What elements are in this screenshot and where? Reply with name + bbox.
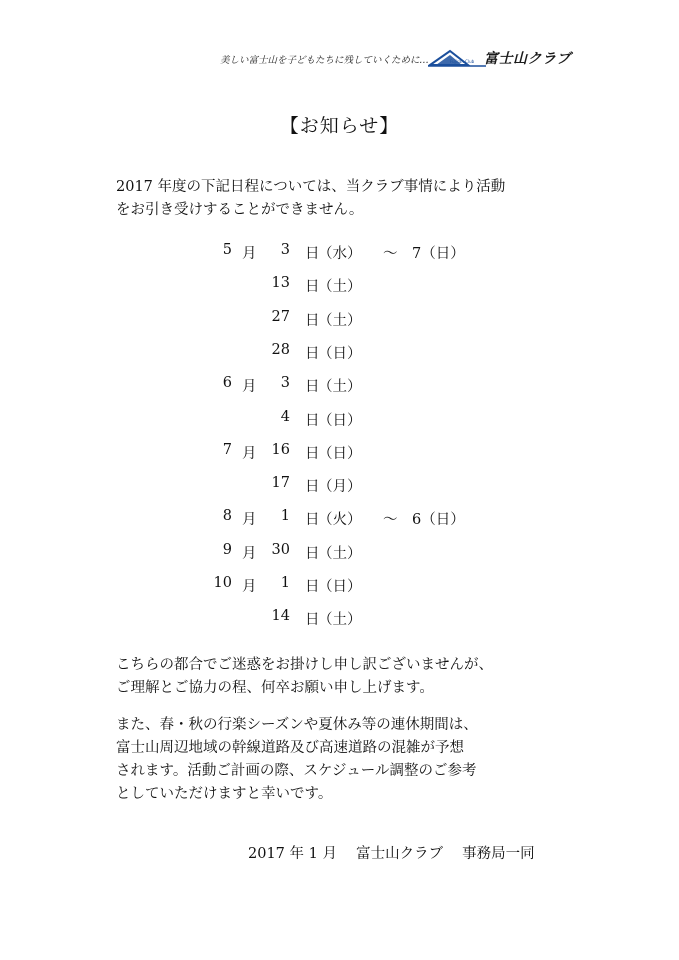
notice-line: としていただけますと幸いです。 xyxy=(116,786,333,802)
schedule-weekday: （土） xyxy=(318,312,362,329)
schedule-row xyxy=(0,275,679,295)
schedule-day-unit: 日 xyxy=(305,379,320,396)
schedule-day: 3 xyxy=(280,242,290,258)
mountain-logo-icon xyxy=(428,48,488,68)
notice-line: また、春・秋の行楽シーズンや夏休み等の連休期間は、 xyxy=(116,717,478,733)
schedule-weekday: （日） xyxy=(318,579,362,595)
schedule-day: 16 xyxy=(271,441,290,458)
schedule-day-unit: 日 xyxy=(305,345,320,362)
schedule-row xyxy=(0,409,679,429)
schedule-month: 6 xyxy=(222,375,232,392)
schedule-month: 5 xyxy=(222,242,232,258)
schedule-row xyxy=(0,542,679,562)
schedule-day-unit: 日 xyxy=(305,612,320,629)
schedule-day-unit: 日 xyxy=(305,246,320,262)
schedule-month-unit: 月 xyxy=(242,246,257,262)
schedule-range: ～ 6（日） xyxy=(383,512,465,529)
schedule-row xyxy=(0,309,679,329)
intro-line: をお引き受けすることができません。 xyxy=(116,202,364,218)
schedule-row xyxy=(0,608,679,628)
schedule-row xyxy=(0,242,679,262)
schedule-day: 27 xyxy=(271,308,290,325)
schedule-day: 4 xyxy=(280,408,290,425)
intro-line: 2017 年度の下記日程については、当クラブ事情により活動 xyxy=(116,179,506,195)
schedule-weekday: （日） xyxy=(318,445,362,462)
schedule-month-unit: 月 xyxy=(242,579,257,595)
tagline: 美しい富士山を子どもたちに残していくために… xyxy=(220,55,430,66)
schedule-weekday: （土） xyxy=(318,612,362,629)
signature: 2017 年 1 月 富士山クラブ 事務局一同 xyxy=(248,846,535,862)
schedule-weekday: （土） xyxy=(318,279,362,296)
schedule-range: ～ 7（日） xyxy=(383,246,465,262)
schedule-day: 3 xyxy=(280,375,290,392)
schedule-weekday: （土） xyxy=(318,379,362,396)
schedule-day: 14 xyxy=(271,608,290,625)
apology-line: ご理解とご協力の程、何卒お願い申し上げます。 xyxy=(116,680,434,696)
schedule-row xyxy=(0,442,679,462)
logo-text: 富士山クラブ xyxy=(484,51,571,67)
schedule-weekday: （月） xyxy=(318,479,362,496)
schedule-day: 30 xyxy=(271,541,290,558)
schedule-row xyxy=(0,475,679,495)
schedule-day-unit: 日 xyxy=(305,479,320,496)
notice-line: 富士山周辺地域の幹線道路及び高速道路の混雑が予想 xyxy=(116,740,464,756)
schedule-day-unit: 日 xyxy=(305,412,320,429)
letterhead xyxy=(220,48,580,70)
schedule-month: 8 xyxy=(222,508,232,525)
schedule-weekday: （日） xyxy=(318,412,362,429)
schedule-day-unit: 日 xyxy=(305,545,320,562)
schedule-day: 1 xyxy=(280,575,290,591)
schedule-weekday: （土） xyxy=(318,545,362,562)
schedule-row xyxy=(0,375,679,395)
notice-paragraph xyxy=(116,714,596,806)
schedule-day: 17 xyxy=(271,475,290,492)
schedule-weekday: （火） xyxy=(318,512,362,529)
apology-line: こちらの都合でご迷惑をお掛けし申し訳ございませんが、 xyxy=(116,657,493,673)
schedule-day: 13 xyxy=(271,275,290,292)
schedule-day-unit: 日 xyxy=(305,312,320,329)
schedule-row xyxy=(0,508,679,528)
schedule-month-unit: 月 xyxy=(242,512,257,529)
apology-paragraph xyxy=(116,654,596,700)
schedule-day-unit: 日 xyxy=(305,579,320,595)
page-title: 【お知らせ】 xyxy=(279,115,400,137)
schedule-month-unit: 月 xyxy=(242,379,257,396)
schedule-day: 28 xyxy=(271,341,290,358)
intro-paragraph xyxy=(116,176,596,222)
schedule-day-unit: 日 xyxy=(305,445,320,462)
notice-line: されます。活動ご計画の際、スケジュール調整のご参考 xyxy=(116,763,477,779)
fujisan-club-logo xyxy=(428,48,578,68)
schedule-day-unit: 日 xyxy=(305,512,320,529)
schedule-row xyxy=(0,342,679,362)
schedule-weekday: （日） xyxy=(318,345,362,362)
schedule-day-unit: 日 xyxy=(305,279,320,296)
schedule-month: 9 xyxy=(222,541,232,558)
schedule-day: 1 xyxy=(280,508,290,525)
logo-subtext: Fujisan Club xyxy=(450,59,475,64)
schedule-weekday: （水） xyxy=(318,246,362,262)
schedule-month-unit: 月 xyxy=(242,545,257,562)
schedule-row xyxy=(0,575,679,595)
schedule-month: 7 xyxy=(222,441,232,458)
schedule-month: 10 xyxy=(213,575,232,591)
schedule-month-unit: 月 xyxy=(242,445,257,462)
